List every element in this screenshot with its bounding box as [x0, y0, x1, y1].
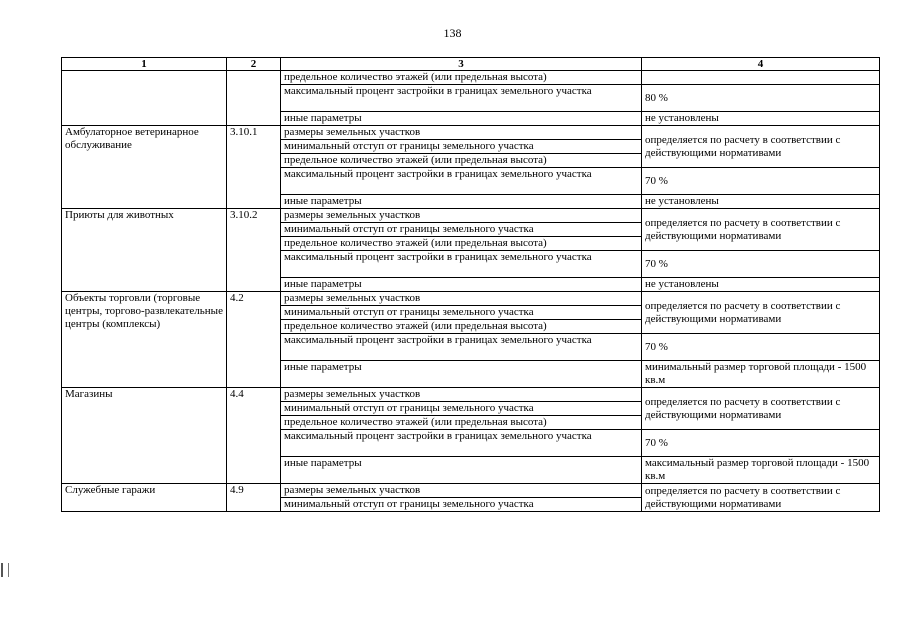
- value-cell: определяется по расчету в соответствии с действующими нормативами: [642, 388, 880, 430]
- value-cell: определяется по расчету в соответствии с действующими нормативами: [642, 292, 880, 334]
- value-cell: определяется по расчету в соответствии с действующими нормативами: [642, 126, 880, 168]
- value-cell: 70 %: [642, 430, 880, 457]
- param-cell: иные параметры: [281, 457, 642, 484]
- column-header-3: 3: [281, 58, 642, 71]
- value-cell: определяется по расчету в соответствии с действующими нормативами: [642, 209, 880, 251]
- value-cell: 80 %: [642, 85, 880, 112]
- param-cell: размеры земельных участков: [281, 484, 642, 498]
- param-cell: размеры земельных участков: [281, 209, 642, 223]
- binding-mark: [1, 563, 9, 577]
- use-name-cell: Приюты для животных: [62, 209, 227, 292]
- param-cell: иные параметры: [281, 361, 642, 388]
- column-header-2: 2: [227, 58, 281, 71]
- param-cell: максимальный процент застройки в границах земельного участка: [281, 430, 642, 457]
- use-code-cell: 4.4: [227, 388, 281, 484]
- param-cell: иные параметры: [281, 278, 642, 292]
- table-row: [62, 126, 880, 140]
- param-cell: предельное количество этажей (или предельная высота): [281, 71, 642, 85]
- table-row: [62, 292, 880, 306]
- regulations-table: [61, 57, 880, 512]
- value-cell: минимальный размер торговой площади - 1500 кв.м: [642, 361, 880, 388]
- param-cell: максимальный процент застройки в границах земельного участка: [281, 85, 642, 112]
- value-cell: не установлены: [642, 195, 880, 209]
- use-code-cell: 4.2: [227, 292, 281, 388]
- param-cell: максимальный процент застройки в границах земельного участка: [281, 168, 642, 195]
- use-name-cell: Магазины: [62, 388, 227, 484]
- use-name-cell: Объекты торговли (торговые центры, торгово-развлекательные центры (комплексы): [62, 292, 227, 388]
- column-header-4: 4: [642, 58, 880, 71]
- param-cell: минимальный отступ от границы земельного участка: [281, 306, 642, 320]
- param-cell: минимальный отступ от границы земельного участка: [281, 140, 642, 154]
- param-cell: минимальный отступ от границы земельного участка: [281, 498, 642, 512]
- param-cell: размеры земельных участков: [281, 126, 642, 140]
- table-row: [62, 484, 880, 498]
- param-cell: предельное количество этажей (или предельная высота): [281, 237, 642, 251]
- param-cell: минимальный отступ от границы земельного участка: [281, 223, 642, 237]
- column-header-1: 1: [62, 58, 227, 71]
- table-row: [62, 209, 880, 223]
- use-code-cell: 3.10.2: [227, 209, 281, 292]
- use-name-cell: Служебные гаражи: [62, 484, 227, 512]
- use-name-cell: [62, 71, 227, 126]
- param-cell: максимальный процент застройки в границах земельного участка: [281, 334, 642, 361]
- param-cell: иные параметры: [281, 112, 642, 126]
- table-row: [62, 388, 880, 402]
- value-cell: не установлены: [642, 112, 880, 126]
- param-cell: размеры земельных участков: [281, 388, 642, 402]
- param-cell: максимальный процент застройки в границах земельного участка: [281, 251, 642, 278]
- value-cell: 70 %: [642, 251, 880, 278]
- value-cell: 70 %: [642, 334, 880, 361]
- use-code-cell: 4.9: [227, 484, 281, 512]
- param-cell: минимальный отступ от границы земельного участка: [281, 402, 642, 416]
- table-row: [62, 71, 880, 85]
- param-cell: предельное количество этажей (или предельная высота): [281, 416, 642, 430]
- value-cell: 70 %: [642, 168, 880, 195]
- param-cell: предельное количество этажей (или предельная высота): [281, 320, 642, 334]
- param-cell: размеры земельных участков: [281, 292, 642, 306]
- use-name-cell: Амбулаторное ветеринарное обслуживание: [62, 126, 227, 209]
- param-cell: предельное количество этажей (или предельная высота): [281, 154, 642, 168]
- param-cell: иные параметры: [281, 195, 642, 209]
- use-code-cell: 3.10.1: [227, 126, 281, 209]
- value-cell: не установлены: [642, 278, 880, 292]
- value-cell: максимальный размер торговой площади - 1500 кв.м: [642, 457, 880, 484]
- table-header-row: [62, 58, 880, 71]
- page-number: 138: [443, 26, 462, 40]
- value-cell: определяется по расчету в соответствии с действующими нормативами: [642, 484, 880, 512]
- use-code-cell: [227, 71, 281, 126]
- value-cell: [642, 71, 880, 85]
